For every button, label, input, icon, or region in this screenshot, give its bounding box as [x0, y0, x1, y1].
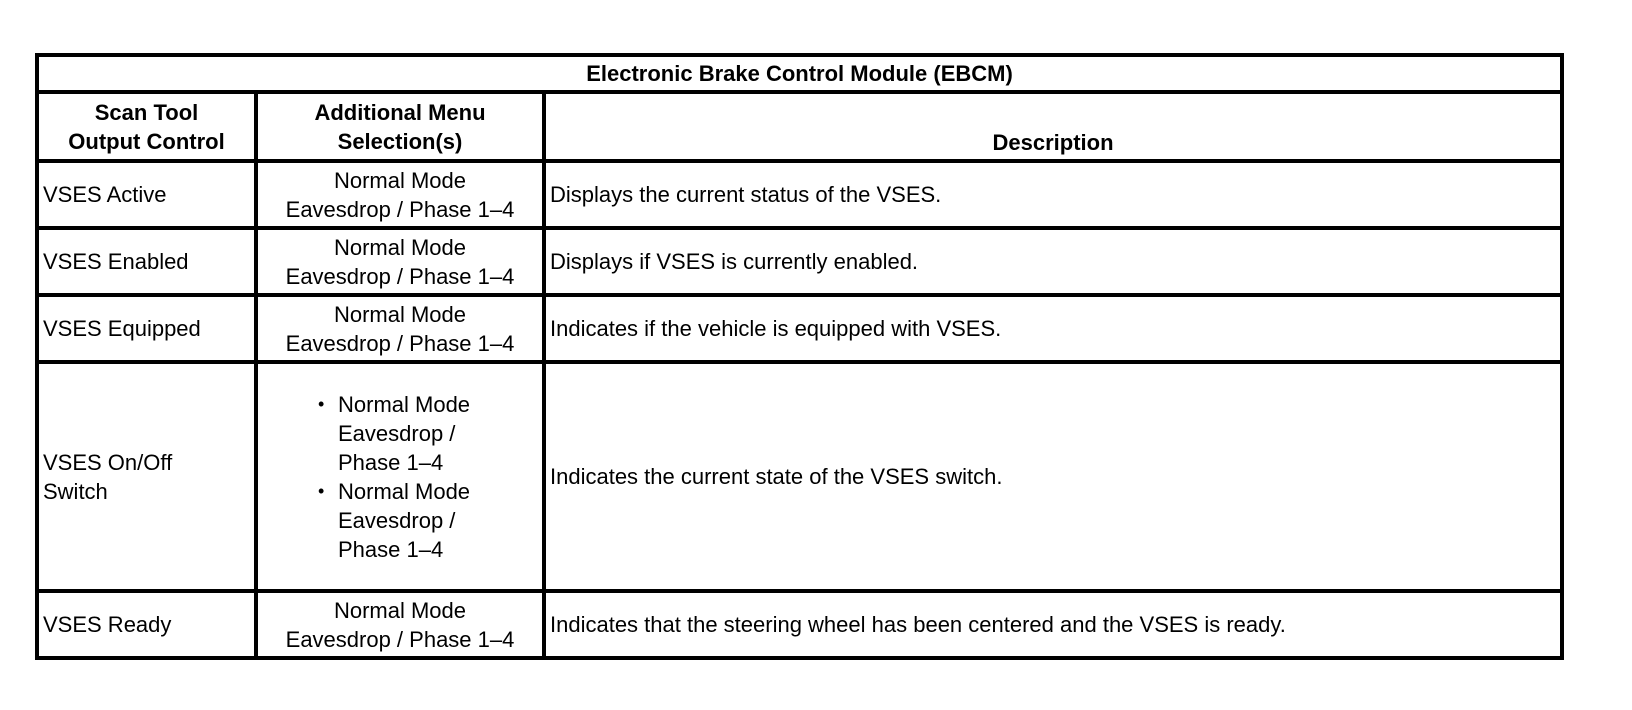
header-scan-tool-line2: Output Control [68, 128, 225, 154]
table-row [37, 362, 1562, 591]
output-line1: VSES On/Off [43, 449, 173, 475]
menu-line2: Eavesdrop / Phase 1–4 [285, 263, 515, 289]
description-cell: Indicates that the steering wheel has been centered and the VSES is ready. [544, 591, 1562, 658]
menu-selection-cell [256, 295, 544, 362]
bullet-text [338, 477, 490, 564]
menu-line1: Normal Mode [333, 597, 467, 623]
table-title: Electronic Brake Control Module (EBCM) [37, 55, 1562, 92]
description-cell: Displays the current status of the VSES. [544, 161, 1562, 228]
output-line2: Switch [43, 478, 108, 504]
output-control-cell: VSES Enabled [37, 228, 256, 295]
description-cell: Displays if VSES is currently enabled. [544, 228, 1562, 295]
table-header-row [37, 92, 1562, 161]
menu-line2: Eavesdrop / Phase 1–4 [285, 196, 515, 222]
menu-bullet-list [262, 390, 538, 564]
list-item [282, 390, 538, 477]
bullet-line3: Phase 1–4 [338, 449, 444, 475]
bullet-icon: • [318, 480, 325, 501]
menu-selection-cell [256, 228, 544, 295]
menu-selection-cell [256, 362, 544, 591]
header-scan-tool-output-control [37, 92, 256, 161]
bullet-line2: Eavesdrop / [338, 507, 456, 533]
table-row [37, 228, 1562, 295]
menu-line2: Eavesdrop / Phase 1–4 [285, 626, 515, 652]
list-item [282, 477, 538, 564]
header-menu-line2: Selection(s) [337, 128, 463, 154]
bullet-line2: Eavesdrop / [338, 420, 456, 446]
bullet-line1: Normal Mode [338, 478, 471, 504]
bullet-text [338, 390, 490, 477]
output-control-cell [37, 362, 256, 591]
menu-line1: Normal Mode [333, 301, 467, 327]
header-scan-tool-line1: Scan Tool [94, 99, 199, 125]
ebcm-output-control-table [35, 53, 1564, 660]
table-row [37, 591, 1562, 658]
menu-selection-cell [256, 591, 544, 658]
bullet-icon: • [318, 393, 325, 414]
description-cell: Indicates if the vehicle is equipped with VSES. [544, 295, 1562, 362]
header-additional-menu-selections [256, 92, 544, 161]
header-description: Description [544, 92, 1562, 161]
menu-selection-cell [256, 161, 544, 228]
header-menu-line1: Additional Menu [314, 99, 486, 125]
output-control-cell: VSES Equipped [37, 295, 256, 362]
bullet-line3: Phase 1–4 [338, 536, 444, 562]
menu-line1: Normal Mode [333, 167, 467, 193]
table-row [37, 161, 1562, 228]
output-control-cell: VSES Ready [37, 591, 256, 658]
output-control-cell: VSES Active [37, 161, 256, 228]
menu-line2: Eavesdrop / Phase 1–4 [285, 330, 515, 356]
table-row [37, 295, 1562, 362]
table-title-row [37, 55, 1562, 92]
menu-line1: Normal Mode [333, 234, 467, 260]
description-cell: Indicates the current state of the VSES switch. [544, 362, 1562, 591]
bullet-line1: Normal Mode [338, 391, 471, 417]
